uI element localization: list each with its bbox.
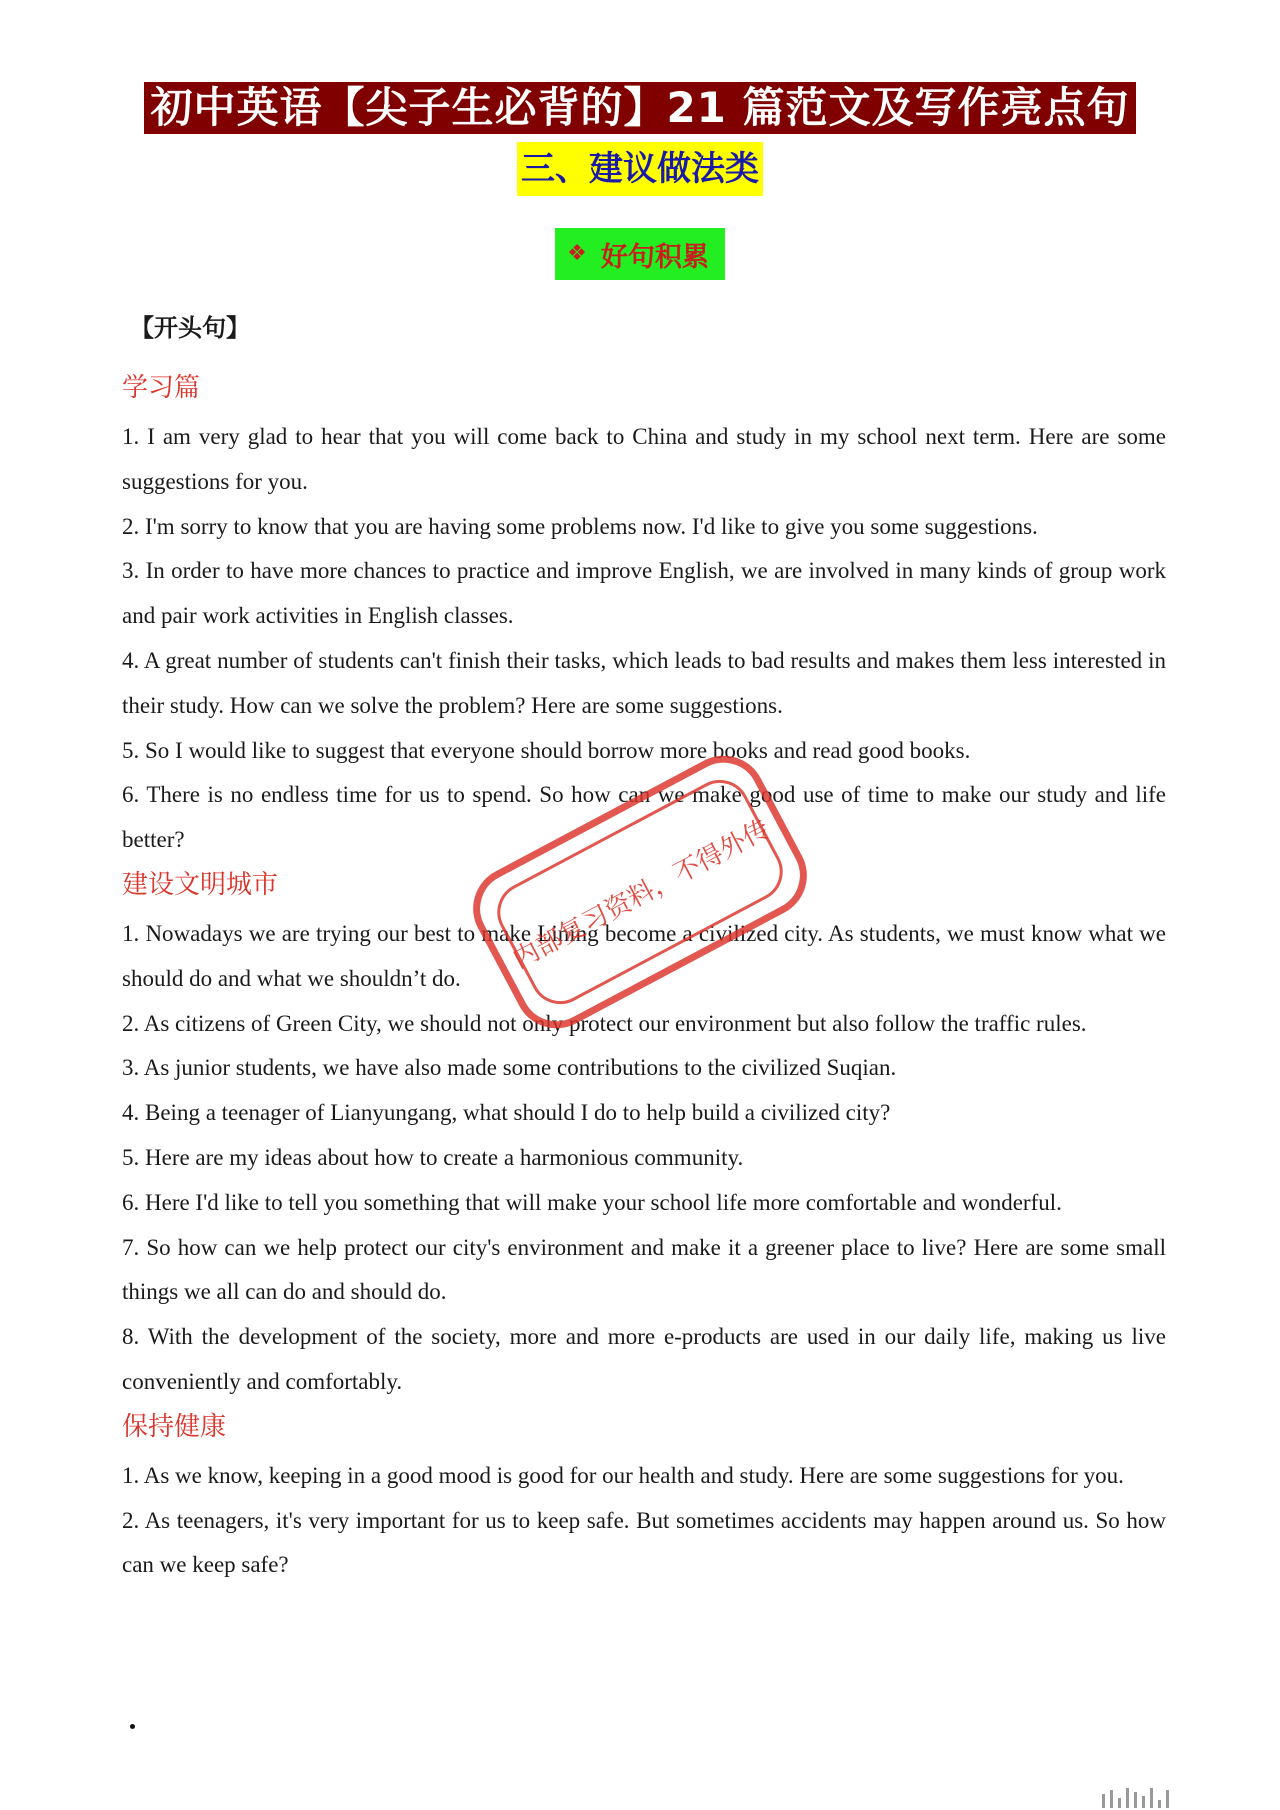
opening-sentences-heading: 【开头句】 <box>130 314 250 342</box>
stray-bullet-dot <box>130 1724 135 1729</box>
title-row <box>0 82 1280 134</box>
sentence-item: 1. Nowadays we are trying our best to make Lining become a civilized city. As students, we must know what we should do and what we shouldn’t do. <box>122 920 1166 991</box>
sentence-item: 6. There is no endless time for us to spend. So how can we make good use of time to make our study and life better? <box>122 782 1166 853</box>
sentence-item: 3. In order to have more chances to practice and improve English, we are involved in many kinds of group work and pair work activities in English classes. <box>122 558 1166 629</box>
sentence-item: 5. So I would like to suggest that everyone should borrow more books and read good books. <box>122 737 971 763</box>
sentence-item: 4. Being a teenager of Lianyungang, what should I do to help build a civilized city? <box>122 1100 891 1126</box>
sentence-item: 2. As citizens of Green City, we should not only protect our environment but also follow the traffic rules. <box>122 1010 1087 1036</box>
barcode-bar <box>1150 1788 1153 1808</box>
barcode-bar <box>1118 1798 1121 1808</box>
page-title: 初中英语【尖子生必背的】21 篇范文及写作亮点句 <box>144 82 1135 134</box>
stamp-text: 内部复习资料，不得外传 <box>507 813 775 975</box>
category-label: 建设文明城市 <box>122 869 279 900</box>
sentence-item: 8. With the development of the society, more and more e-products are used in our daily life, making us live conveniently and comfortably. <box>122 1324 1166 1394</box>
barcode-bar <box>1110 1790 1113 1808</box>
badge-label: 好句积累 <box>600 241 709 273</box>
section-subtitle: 三、建议做法类 <box>517 142 763 196</box>
category-label: 保持健康 <box>122 1411 227 1442</box>
badge-row <box>0 228 1280 280</box>
barcode-icon <box>1102 1786 1262 1808</box>
diamond-cluster-icon: ❖ <box>567 241 587 266</box>
good-sentences-badge <box>555 228 725 280</box>
sentence-item: 2. As teenagers, it's very important for us to keep safe. But sometimes accidents may happen around us. So how can we keep safe? <box>122 1507 1166 1578</box>
sentence-item: 7. So how can we help protect our city's environment and make it a greener place to live? Here are some small things we all can do and should do. <box>122 1234 1166 1305</box>
barcode-bar <box>1134 1792 1137 1808</box>
sentence-item: 1. I am very glad to hear that you will come back to China and study in my school next term. Here are some suggestions for you. <box>122 424 1166 494</box>
sentence-item: 1. As we know, keeping in a good mood is good for our health and study. Here are some suggestions for you. <box>122 1462 1124 1488</box>
barcode-bar <box>1126 1788 1129 1808</box>
barcode-bar <box>1142 1796 1145 1808</box>
sentence-item: 4. A great number of students can't finish their tasks, which leads to bad results and makes them less interested in their study. How can we solve the problem? Here are some suggestions. <box>122 647 1166 718</box>
sentence-item: 6. Here I'd like to tell you something that will make your school life more comfortable and wonderful. <box>122 1189 1062 1215</box>
barcode-bar <box>1158 1800 1161 1808</box>
sentence-item: 2. I'm sorry to know that you are having some problems now. I'd like to give you some suggestions. <box>122 513 1038 539</box>
subtitle-row <box>0 142 1280 196</box>
sentence-item: 3. As junior students, we have also made some contributions to the civilized Suqian. <box>122 1055 897 1081</box>
barcode-bar <box>1166 1790 1169 1808</box>
category-label: 学习篇 <box>122 373 201 403</box>
barcode-bar <box>1102 1794 1105 1808</box>
sentence-item: 5. Here are my ideas about how to create a harmonious community. <box>122 1144 744 1170</box>
